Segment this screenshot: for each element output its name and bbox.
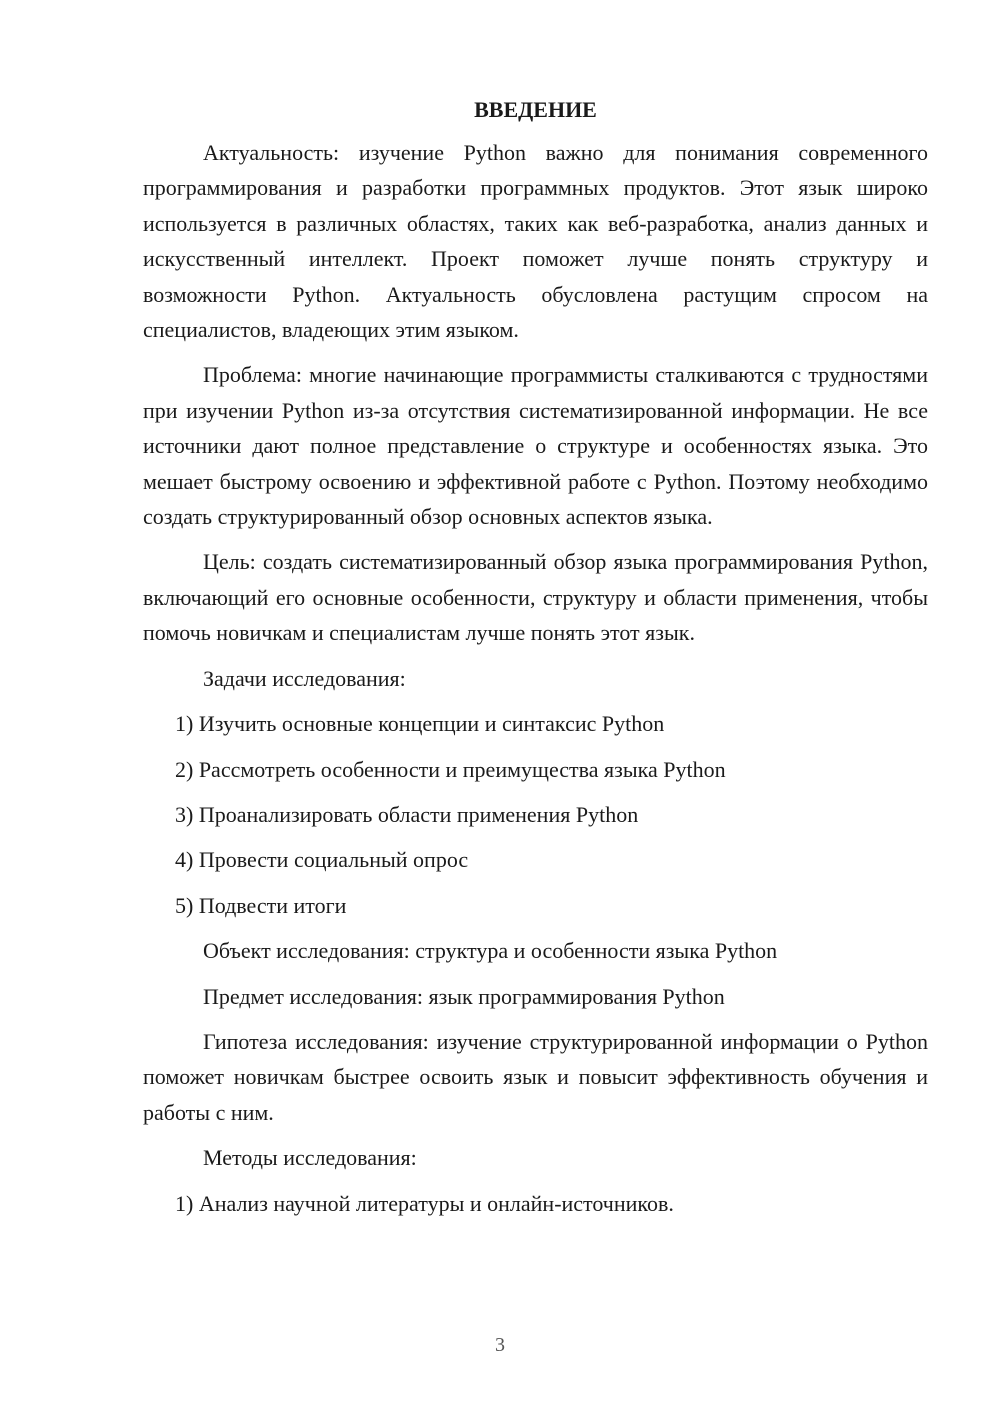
research-object: Объект исследования: структура и особенности языка Python — [203, 938, 778, 964]
document-page — [143, 92, 928, 1231]
problem-paragraph: Проблема: многие начинающие программисты сталкиваются с трудностями при изучении Python из-за отсутствия систематизированной информации. Не все источники дают полное представление о структуре и особенностях языка. Это мешает быстрому освоению и эффективной работе с Python. Поэтому необходимо создать структурированный обзор основных аспектов языка. — [143, 362, 928, 530]
task-item-4: 4) Провести социальный опрос — [175, 847, 469, 873]
research-subject: Предмет исследования: язык программирования Python — [203, 983, 725, 1009]
tasks-title: Задачи исследования: — [203, 665, 406, 691]
relevance-paragraph: Актуальность: изучение Python важно для понимания современного программирования и разработки программных продуктов. Этот язык широко используется в различных областях, таких как веб-разработка, анализ данных и искусственный интеллект. Проект поможет лучше понять структуру и возможности Python. Актуальность обусловлена растущим спросом на специалистов, владеющих этим языком. — [143, 140, 928, 343]
task-item-5: 5) Подвести итоги — [175, 892, 347, 918]
task-item-3: 3) Проанализировать области применения Python — [175, 801, 639, 827]
section-heading: ВВЕДЕНИЕ — [474, 97, 597, 122]
goal-paragraph: Цель: создать систематизированный обзор языка программирования Python, включающий его основные особенности, структуру и области применения, чтобы помочь новичкам и специалистам лучше понять этот язык. — [143, 549, 928, 646]
methods-title: Методы исследования: — [203, 1145, 417, 1171]
page-number: 3 — [495, 1334, 505, 1356]
task-item-2: 2) Рассмотреть особенности и преимущества языка Python — [175, 756, 726, 782]
task-item-1: 1) Изучить основные концепции и синтаксис Python — [175, 711, 665, 737]
hypothesis-paragraph: Гипотеза исследования: изучение структурированной информации о Python поможет новичкам быстрее освоить язык и повысит эффективность обучения и работы с ним. — [143, 1028, 928, 1125]
method-item-1: 1) Анализ научной литературы и онлайн-источников. — [175, 1190, 674, 1216]
